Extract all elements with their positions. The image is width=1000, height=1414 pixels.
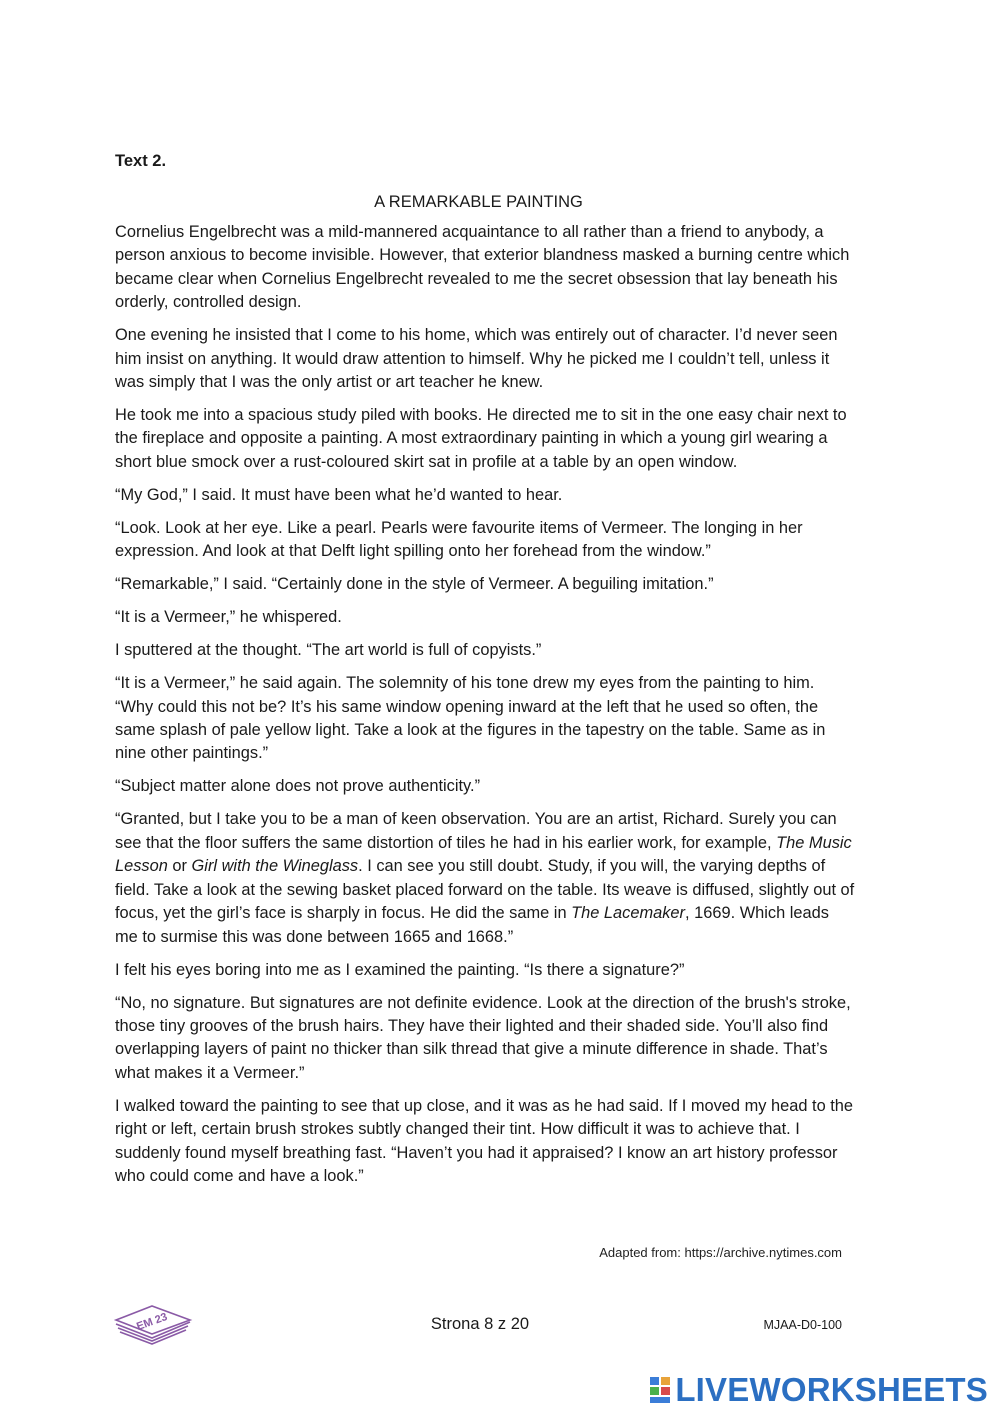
document-code: MJAA-D0-100 (763, 1318, 842, 1332)
paragraph (115, 992, 855, 1086)
paragraph (115, 573, 855, 596)
page-number: Strona 8 z 20 (430, 1315, 530, 1333)
text-run: “Remarkable,” I said. “Certainly done in the style of Vermeer. A beguiling imitation.” (115, 575, 714, 594)
exam-logo-text: EM 23 (135, 1310, 169, 1334)
work-title: The Lacemaker (571, 904, 686, 923)
paragraph (115, 959, 855, 982)
text-run: . I can see you still doubt. Study, if you will, the varying depths of field. Take a look at the sewing basket placed forward on the table. Its weave is diffused, slightly out of focus, yet the girl’s face is sharply in focus. He did the same in (115, 857, 855, 923)
paragraph (115, 672, 855, 766)
text-run: One evening he insisted that I come to his home, which was entirely out of character. I’d never seen him insist on anything. It would draw attention to himself. Why he picked me I couldn’t tell, unless it was simply that I was the only artist or art teacher he knew. (115, 326, 838, 392)
paragraph (115, 221, 855, 315)
text-run: Cornelius Engelbrecht was a mild-mannered acquaintance to all rather than a friend to anybody, a person anxious to become invisible. However, that exterior blandness masked a burning centre which became clear when Cornelius Engelbrecht revealed to me the secret obsession that lay beneath his orderly, controlled design. (115, 223, 850, 312)
paragraph (115, 404, 855, 474)
text-run: “Subject matter alone does not prove authenticity.” (115, 777, 481, 796)
paragraph (115, 775, 855, 798)
text-run: I sputtered at the thought. “The art world is full of copyists.” (115, 641, 542, 660)
text-run: He took me into a spacious study piled with books. He directed me to sit in the one easy chair next to the fireplace and opposite a painting. A most extraordinary painting in which a young girl wearing a short blue smock over a rust-coloured skirt sat in profile at a table by an open window. (115, 406, 847, 471)
text-run: I felt his eyes boring into me as I examined the painting. “Is there a signature?” (115, 960, 685, 979)
text-run: “My God,” I said. It must have been what he’d wanted to hear. (115, 485, 563, 504)
paragraph (115, 639, 855, 662)
text-run: “It is a Vermeer,” he said again. The solemnity of his tone drew my eyes from the painting to him. “Why could this not be? It’s his same window opening inward at the left that he used so often, the same splash of pale yellow light. Take a look at the figures in the tapestry on the table. Same as in nine other paintings.” (115, 674, 826, 763)
text-run: “Granted, but I take you to be a man of keen observation. You are an artist, Richard. Surely you can see that the floor suffers the same distortion of tiles he had in his earlier work, for example, (115, 810, 837, 852)
paragraph (115, 484, 855, 507)
text-run: or (167, 857, 192, 876)
brand-name: LIVEWORKSHEETS (675, 1371, 988, 1408)
paragraph (115, 517, 855, 564)
text-run: “No, no signature. But signatures are not definite evidence. Look at the direction of the brush's stroke, those tiny grooves of the brush hairs. They have their lighted and their shaded side. You’ll also find overlapping layers of paint no thicker than silk thread that give a minute difference in shade. That’s what makes it a Vermeer.” (115, 993, 851, 1082)
paragraph (115, 1095, 855, 1189)
article-title: A REMARKABLE PAINTING (374, 193, 583, 211)
text-run: I walked toward the painting to see that up close, and it was as he had said. If I moved my head to the right or left, certain brush strokes subtly changed their tint. How difficult it was to achieve that. I suddenly found myself breathing fast. “Haven’t you had it appraised? I know an art history professor who could come and have a look.” (115, 1096, 854, 1185)
paragraph (115, 324, 855, 394)
text-run: “Look. Look at her eye. Like a pearl. Pearls were favourite items of Vermeer. The longing in her expression. And look at that Delft light spilling onto her forehead from the window.” (115, 518, 803, 561)
work-title: The Music Lesson (115, 833, 852, 876)
article-body (115, 221, 855, 1198)
liveworksheets-logo[interactable] (649, 1372, 988, 1408)
text-run: , 1669. Which leads me to surmise this was done between 1665 and 1668.” (115, 904, 829, 946)
paragraph (115, 606, 855, 629)
section-heading: Text 2. (115, 152, 167, 170)
paragraph (115, 808, 855, 948)
liveworksheets-icon (649, 1375, 671, 1405)
source-citation: Adapted from: https://archive.nytimes.com (599, 1245, 842, 1260)
work-title: Girl with the Wineglass (191, 857, 359, 876)
text-run: “It is a Vermeer,” he whispered. (115, 608, 342, 627)
